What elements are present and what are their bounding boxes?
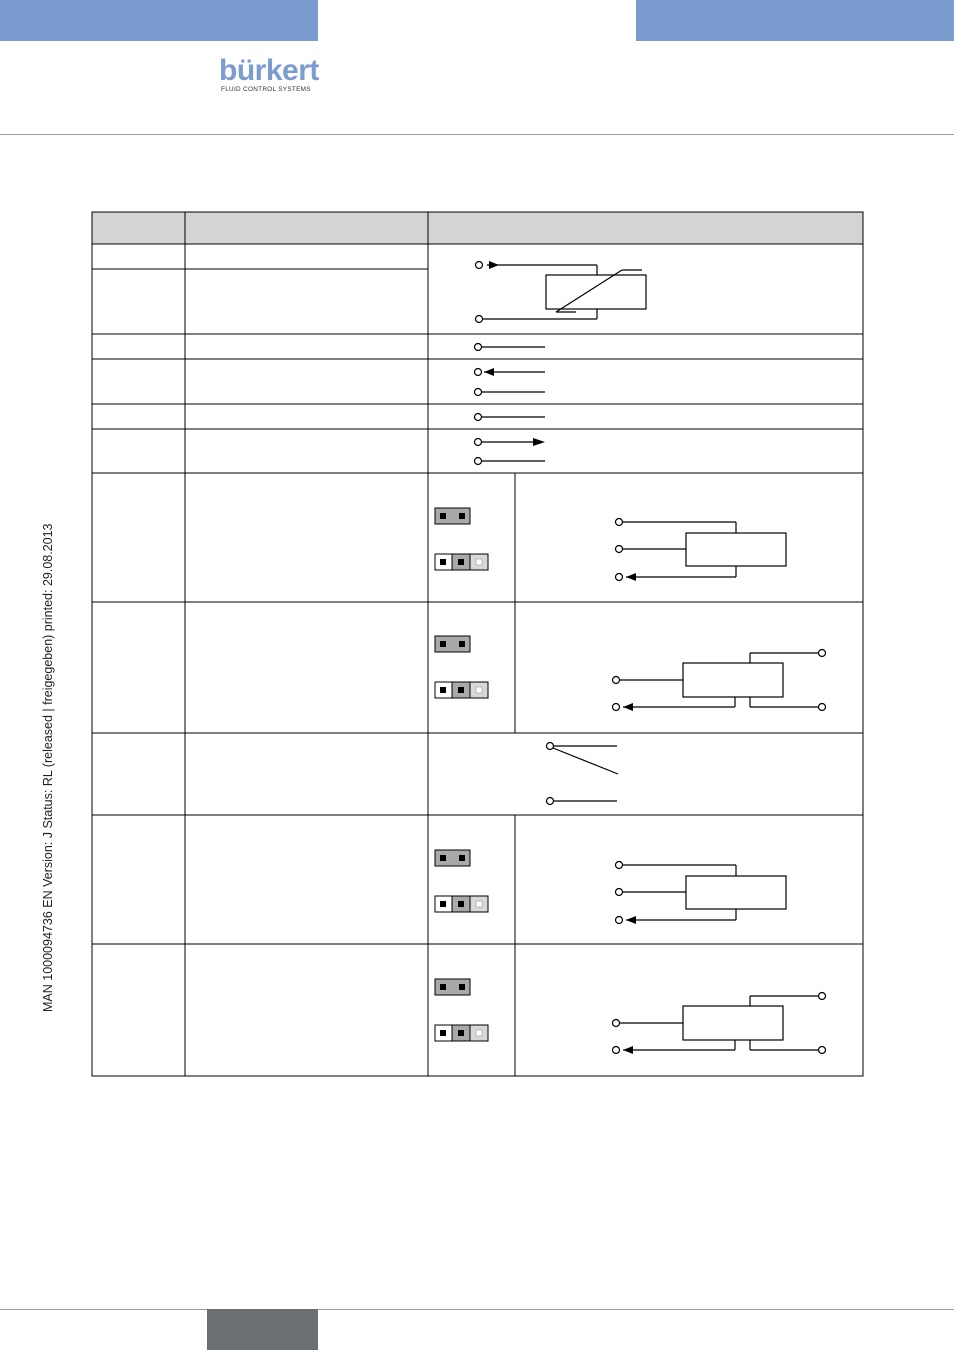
table-header-row	[92, 212, 863, 244]
switch-symbol	[547, 743, 619, 805]
transmitter-symbol	[476, 261, 647, 323]
four-wire-diagrams	[613, 650, 826, 1055]
footer-divider	[0, 1309, 954, 1310]
logo-wordmark: bürkert	[219, 54, 319, 87]
jumper-blocks	[435, 508, 488, 1041]
three-wire-diagrams	[616, 519, 787, 925]
document-info: MAN 1000094736 EN Version: J Status: RL (released | freigegeben) printed: 29.08.2013	[41, 523, 55, 1012]
logo-subtitle: FLUID CONTROL SYSTEMS	[221, 86, 311, 93]
table-grid	[92, 212, 863, 1076]
footer-tab	[207, 1309, 318, 1350]
